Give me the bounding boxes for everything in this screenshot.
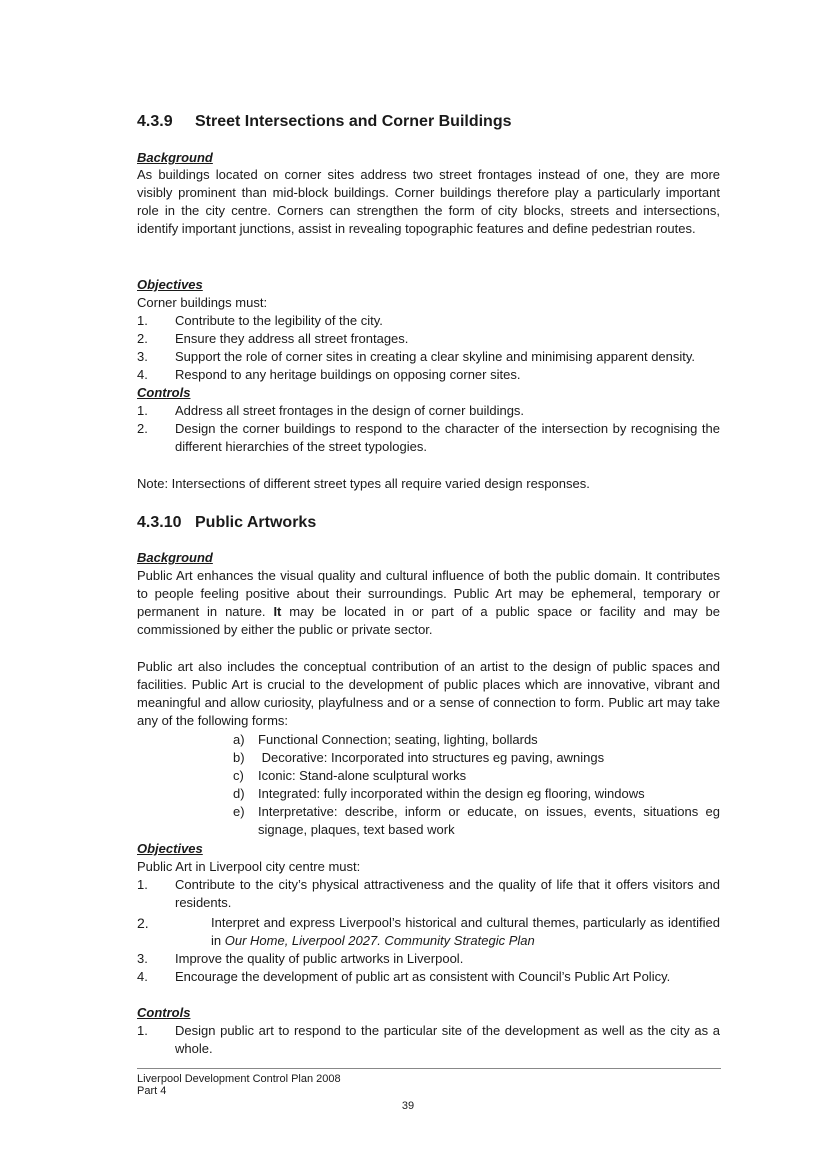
item-letter: a) xyxy=(233,732,245,747)
item-text: Contribute to the legibility of the city. xyxy=(175,313,383,328)
objectives-intro: Public Art in Liverpool city centre must: xyxy=(137,859,361,874)
item-number: 2. xyxy=(137,915,149,931)
item-text xyxy=(211,914,720,950)
item-number: 4. xyxy=(137,367,148,382)
item-letter: c) xyxy=(233,768,244,783)
item-letter: b) xyxy=(233,750,245,765)
item-number: 1. xyxy=(137,1023,148,1038)
item-number: 1. xyxy=(137,403,148,418)
item-text: Integrated: fully incorporated within the design eg flooring, windows xyxy=(258,786,645,801)
objectives-heading: Objectives xyxy=(137,277,203,292)
background-paragraph-2: Public art also includes the conceptual contribution of an artist to the design of public spaces and facilities. Public Art is crucial to the development of public places which are innovative, vibrant and meaningful and allow curiosity, playfulness and or a sense of connection to form. Public art may take any of the following forms: xyxy=(137,659,720,728)
section-number: 4.3.9 xyxy=(137,113,173,130)
item-text-part: Interpret and express Liverpool’s historical and cultural themes, particularly as identified in xyxy=(211,915,720,948)
background-heading: Background xyxy=(137,150,213,165)
item-number: 2. xyxy=(137,421,148,436)
section-title: Street Intersections and Corner Buildings xyxy=(195,113,512,130)
note-text: Note: Intersections of different street types all require varied design responses. xyxy=(137,476,590,491)
paragraph-text: may be located in or part of a public space or facility and may be commissioned by either the public or private sector. xyxy=(137,604,720,637)
item-number: 3. xyxy=(137,951,148,966)
item-text: Iconic: Stand-alone sculptural works xyxy=(258,768,467,783)
item-text: Support the role of corner sites in creating a clear skyline and minimising apparent density. xyxy=(175,349,696,364)
background-paragraph: As buildings located on corner sites address two street frontages instead of one, they are more visibly prominent than mid-block buildings. Corner buildings therefore play a particularly important role in the city centre. Corners can strengthen the form of city blocks, streets and intersections, identify important junctions, assist in revealing topographic features and define pedestrian routes. xyxy=(137,167,720,236)
document-page xyxy=(137,0,720,1155)
paragraph-text: Public Art enhances the visual quality and cultural influence of both the public domain. It contributes to people feeling positive about their surroundings. Public Art may be ephemeral, temporary or permanent in nature. xyxy=(137,568,720,619)
item-text-italic: Our Home, Liverpool 2027. Community Strategic Plan xyxy=(224,933,535,948)
item-text: Design the corner buildings to respond to the character of the intersection by recognising the different hierarchies of the street typologies. xyxy=(175,421,720,454)
page-number: 39 xyxy=(401,1100,415,1112)
section-number: 4.3.10 xyxy=(137,514,182,531)
item-text: Interpretative: describe, inform or educate, on issues, events, situations eg signage, plaques, text based work xyxy=(258,804,720,837)
item-letter: d) xyxy=(233,786,245,801)
footer-document-title: Liverpool Development Control Plan 2008 xyxy=(137,1073,341,1085)
item-text: Design public art to respond to the particular site of the development as well as the city as a whole. xyxy=(175,1023,720,1056)
item-text: Ensure they address all street frontages. xyxy=(175,331,409,346)
section-heading-4-3-10 xyxy=(137,513,316,533)
item-number: 1. xyxy=(137,877,148,892)
item-text: Decorative: Incorporated into structures eg paving, awnings xyxy=(258,750,605,765)
item-text: Respond to any heritage buildings on opposing corner sites. xyxy=(175,367,521,382)
section-title: Public Artworks xyxy=(195,514,317,531)
background-heading: Background xyxy=(137,550,213,565)
item-text: Functional Connection; seating, lighting, bollards xyxy=(258,732,538,747)
item-text: Improve the quality of public artworks in Liverpool. xyxy=(175,951,464,966)
controls-heading: Controls xyxy=(137,1005,191,1020)
section-heading-4-3-9 xyxy=(137,112,512,132)
item-number: 3. xyxy=(137,349,148,364)
background-paragraph-1 xyxy=(137,567,720,639)
item-number: 4. xyxy=(137,969,148,984)
controls-heading: Controls xyxy=(137,385,191,400)
item-text: Address all street frontages in the design of corner buildings. xyxy=(175,403,525,418)
item-number: 1. xyxy=(137,313,148,328)
objectives-intro: Corner buildings must: xyxy=(137,295,268,310)
item-letter: e) xyxy=(233,804,245,819)
paragraph-bold-text: It xyxy=(273,604,282,619)
item-number: 2. xyxy=(137,331,148,346)
footer-divider xyxy=(137,1068,721,1069)
objectives-heading: Objectives xyxy=(137,841,203,856)
item-text: Contribute to the city’s physical attractiveness and the quality of life that it offers visitors and residents. xyxy=(175,877,720,910)
footer-part: Part 4 xyxy=(137,1085,167,1097)
item-text: Encourage the development of public art as consistent with Council’s Public Art Policy. xyxy=(175,969,671,984)
